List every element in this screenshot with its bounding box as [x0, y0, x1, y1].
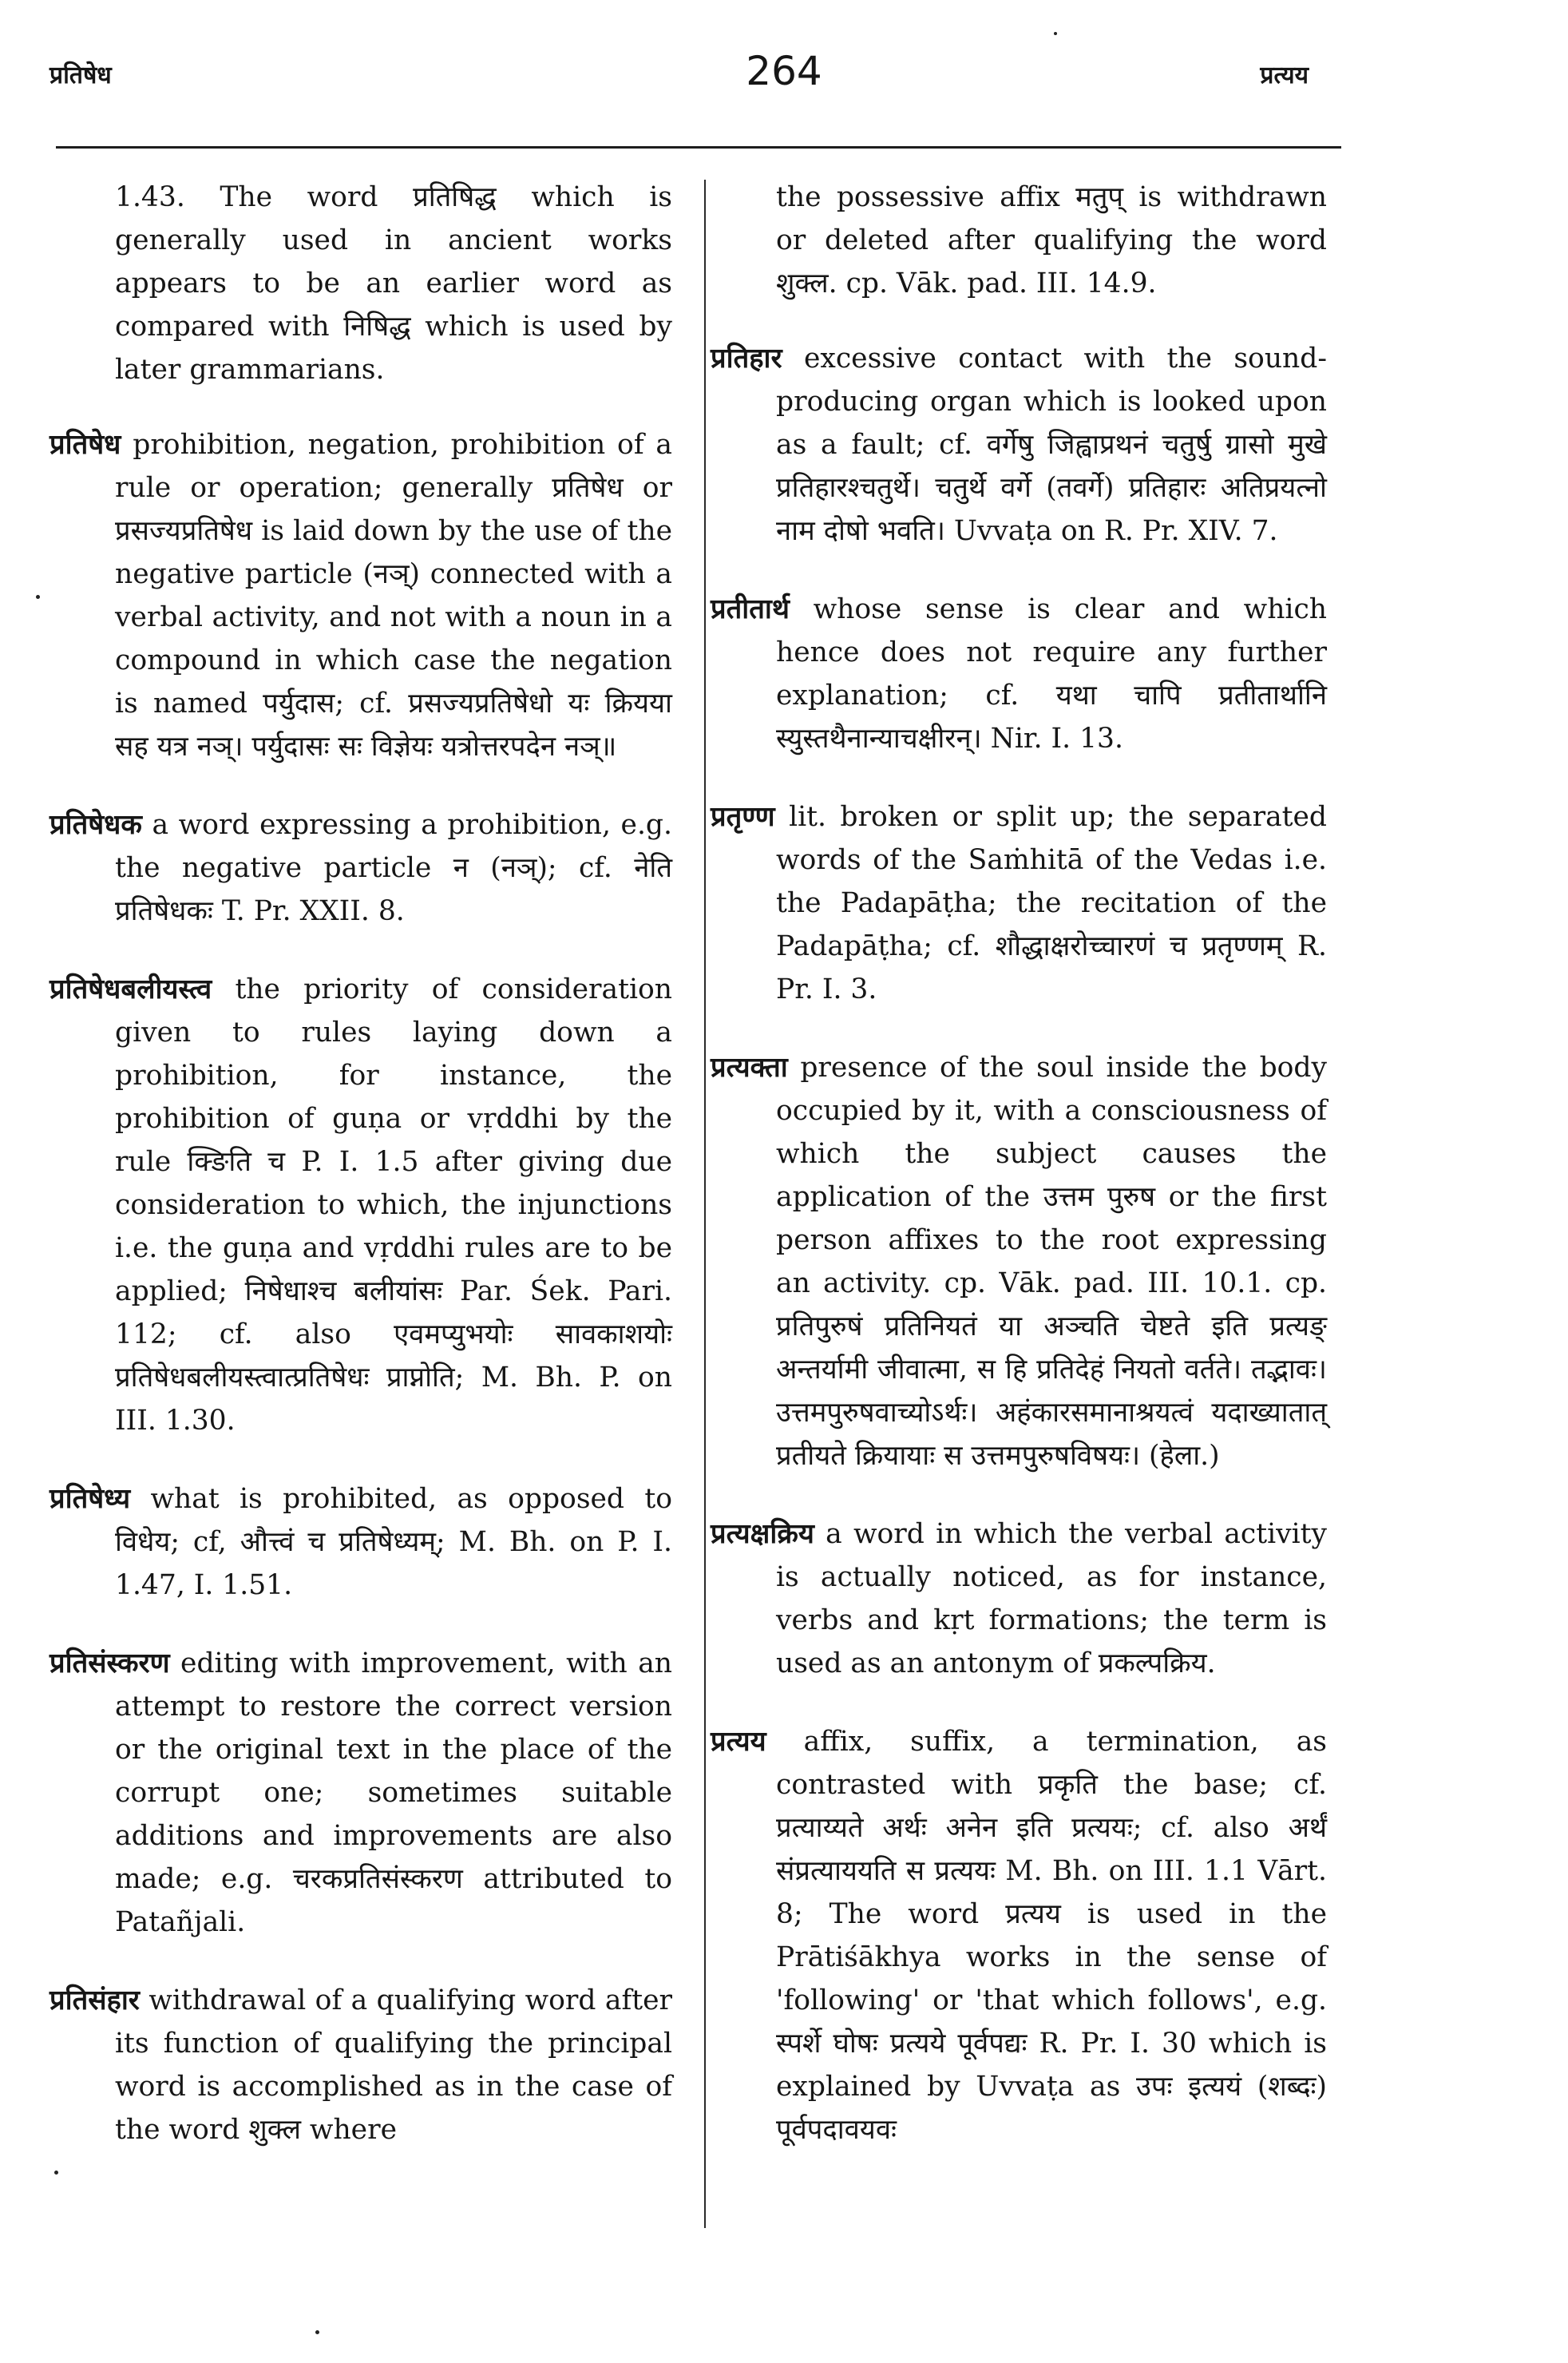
entry-text: excessive contact with the sound-producing organ which is looked upon as a fault; cf. वर्गेषु जिह्वाप्रथनं चतुर्षु ग्रासो मुखे प्रतिहारश्चतुर्थे। चतुर्थे वर्गे (तवर्गे) प्रतिहारः अतिप्रयत्नो नाम दोषो भवति। Uvvaṭa on R. Pr. XIV. 7. — [776, 343, 1327, 547]
entry — [49, 968, 672, 1442]
running-head-left: प्रतिषेध — [49, 61, 112, 89]
entry-headword: प्रतिषेधबलीयस्त्व — [49, 973, 212, 1005]
entry-text: lit. broken or split up; the separated words of the Saṁhitā of the Vedas i.e. the Padapāṭha; the recitation of the Padapāṭha; cf. शौद्धाक्षरोच्चारणं च प्रतृण्णम् R. Pr. I. 3. — [776, 801, 1328, 1005]
entry — [49, 423, 672, 768]
entry-text: 1.43. The word प्रतिषिद्ध which is generally used in ancient works appears to be an earlier word as compared with निषिद्ध which is used by later grammarians. — [115, 181, 672, 386]
entry-text: the priority of consideration given to rules laying down a prohibition, for instance, the prohibition of guṇa or vṛddhi by the rule क्ङिति च P. I. 1.5 after giving due consideration to which, the injunctions i.e. the guṇa and vṛddhi rules are to be applied; निषेधाश्च बलीयांसः Par. Śek. Pari. 112; cf. also एवमप्युभयोः सावकाशयोः प्रतिषेधबलीयस्त्वात्प्रतिषेधः प्राप्नोति; M. Bh. P. on III. 1.30. — [115, 973, 673, 1437]
entry — [711, 1513, 1327, 1685]
entry-headword: प्रतिषेधक — [49, 809, 142, 841]
entry — [711, 1046, 1327, 1477]
entry-headword: प्रतृण्ण — [711, 801, 775, 833]
entry-text: editing with improvement, with an attempt to restore the correct version or the original text in the place of the corrupt one; sometimes suitable additions and improvements are also made; e.g. चरकप्रतिसंस्करण attributed to Patañjali. — [115, 1647, 673, 1938]
page-number: 264 — [746, 48, 822, 94]
entry-headword: प्रतिषेध — [49, 429, 121, 461]
entry-headword: प्रतिहार — [711, 343, 782, 375]
entry — [711, 795, 1327, 1011]
header-rule — [56, 146, 1341, 149]
scan-speck — [1054, 32, 1057, 35]
entry-text: what is prohibited, as opposed to विधेय; cf, औत्त्वं च प्रतिषेध्यम्; M. Bh. on P. I. 1.47, I. 1.51. — [115, 1483, 672, 1601]
entry — [711, 176, 1327, 305]
entry-text: presence of the soul inside the body occupied by it, with a consciousness of which the subject causes the application of the उत्तम पुरुष or the first person affixes to the root expressing an activity. cp. Vāk. pad. III. 10.1. cp. प्रतिपुरुषं प्रतिनियतं या अञ्चति चेष्टते इति प्रत्यङ् अन्तर्यामी जीवात्मा, स हि प्रतिदेहं नियतो वर्तते। तद्भावः। उत्तमपुरुषवाच्योऽर्थः। अहंकारसमानाश्रयत्वं यदाख्यातात् प्रतीयते क्रियायाः स उत्तमपुरुषविषयः। (हेला.) — [776, 1052, 1327, 1472]
entry — [49, 176, 672, 391]
entry — [49, 803, 672, 933]
entry-headword: प्रतीतार्थ — [711, 593, 790, 625]
right-column — [711, 176, 1327, 2187]
entry-text: the possessive affix मतुप् is withdrawn or deleted after qualifying the word शुक्ल. cp. Vāk. pad. III. 14.9. — [776, 181, 1327, 299]
entry-headword: प्रत्यक्षक्रिय — [711, 1518, 814, 1550]
entry-headword: प्रतिसंहार — [49, 1984, 140, 2016]
entry-headword: प्रत्यय — [711, 1726, 766, 1758]
column-divider — [704, 180, 706, 2228]
entry — [49, 1642, 672, 1944]
entry — [49, 1477, 672, 1607]
entry-text: withdrawal of a qualifying word after its function of qualifying the principal word is accomplished as in the case of the word शुक्ल where — [115, 1984, 672, 2146]
entry-text: whose sense is clear and which hence does not require any further explanation; cf. यथा चापि प्रतीतार्थानि स्युस्तथैनान्याचक्षीरन्। Nir. I. 13. — [776, 593, 1328, 755]
scan-speck — [54, 2171, 58, 2175]
entry-text: a word in which the verbal activity is actually noticed, as for instance, verbs and kṛt formations; the term is used as an antonym of प्रकल्पक्रिय. — [776, 1518, 1327, 1679]
running-head-right: प्रत्यय — [1260, 61, 1309, 89]
entry — [711, 1720, 1327, 2151]
entry-text: a word expressing a prohibition, e.g. the negative particle न (नञ्); cf. नेति प्रतिषेधकः T. Pr. XXII. 8. — [115, 809, 672, 927]
scan-speck — [36, 595, 40, 599]
entry-text: affix, suffix, a termination, as contrasted with प्रकृति the base; cf. प्रत्याय्यते अर्थः अनेन इति प्रत्ययः; cf. also अर्थं संप्रत्याययति स प्रत्ययः M. Bh. on III. 1.1 Vārt. 8; The word प्रत्यय is used in the Prātiśākhya works in the sense of 'following' or 'that which follows', e.g. स्पर्शे घोषः प्रत्यये पूर्वपद्यः R. Pr. I. 30 which is explained by Uvvaṭa as उपः इत्ययं (शब्दः) पूर्वपदावयवः — [776, 1726, 1327, 2146]
entry-text: prohibition, negation, prohibition of a rule or operation; generally प्रतिषेध or प्रसज्यप्रतिषेध is laid down by the use of the negative particle (नञ्) connected with a verbal activity, and not with a noun in a compound in which case the negation is named पर्युदास; cf. प्रसज्यप्रतिषेधो यः क्रियया सह यत्र नञ्। पर्युदासः सः विज्ञेयः यत्रोत्तरपदेन नञ्॥ — [115, 429, 672, 763]
entry — [711, 337, 1327, 553]
entry-headword: प्रत्यक्ता — [711, 1052, 788, 1084]
left-column — [49, 176, 672, 2187]
entry-headword: प्रतिषेध्य — [49, 1483, 131, 1515]
entry — [49, 1979, 672, 2151]
entry — [711, 588, 1327, 760]
entry-headword: प्रतिसंस्करण — [49, 1647, 170, 1679]
scan-speck — [315, 2330, 319, 2334]
